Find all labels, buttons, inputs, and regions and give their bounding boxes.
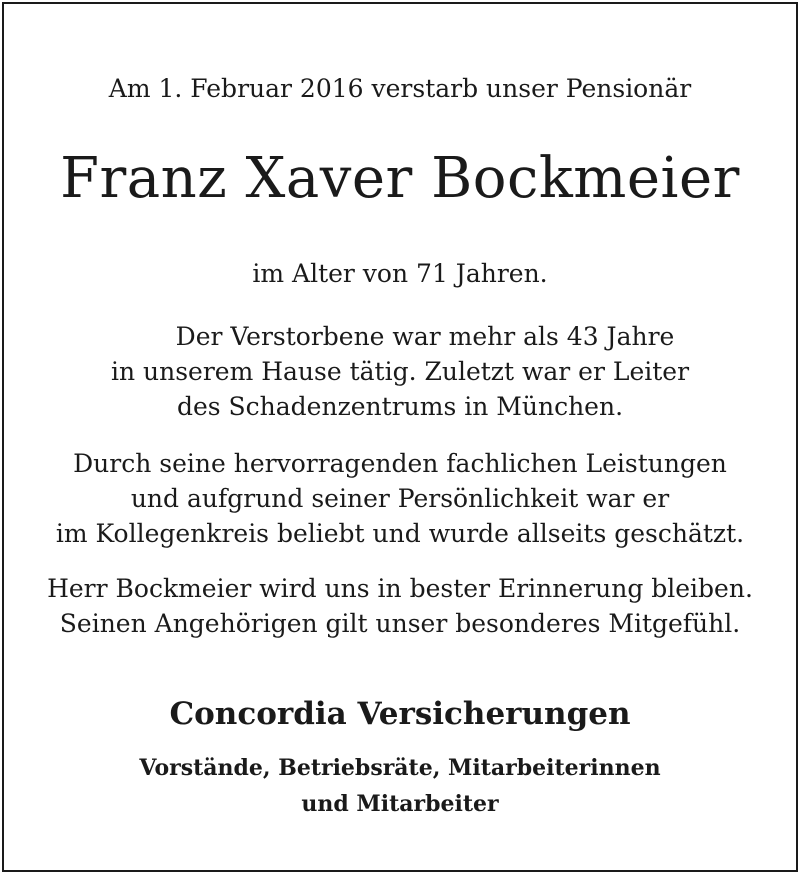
paragraph-line: in unserem Hause tätig. Zuletzt war er Leiter [110,357,690,386]
age-text: im Alter von 71 Jahren. [252,259,548,288]
tribute-paragraph [4,446,796,551]
deceased-name: Franz Xaver Bockmeier [60,146,740,211]
paragraph-line: und aufgrund seiner Persönlichkeit war er [130,484,670,513]
signatory-line: und Mitarbeiter [301,791,499,817]
company-name: Concordia Versicherungen [169,696,631,732]
signatory-line: Vorstände, Betriebsräte, Mitarbeiterinnen [139,755,661,781]
paragraph-line [4,319,796,354]
career-paragraph [4,319,796,424]
condolence-paragraph [4,571,796,641]
paragraph-line: Durch seine hervorragenden fachlichen Leistungen [73,449,727,478]
intro-text: Am 1. Februar 2016 verstarb unser Pensionär [108,74,692,103]
paragraph-line: Herr Bockmeier wird uns in bester Erinnerung bleiben. [47,574,753,603]
obituary-frame [2,2,798,872]
signatories [4,750,796,822]
paragraph-line: des Schadenzentrums in München. [176,392,624,421]
indented-line: Der Verstorbene war mehr als 43 Jahre [175,322,675,351]
paragraph-line: Seinen Angehörigen gilt unser besonderes Mitgefühl. [59,609,741,638]
obituary-content [4,4,796,870]
paragraph-line: im Kollegenkreis beliebt und wurde allseits geschätzt. [55,519,745,548]
